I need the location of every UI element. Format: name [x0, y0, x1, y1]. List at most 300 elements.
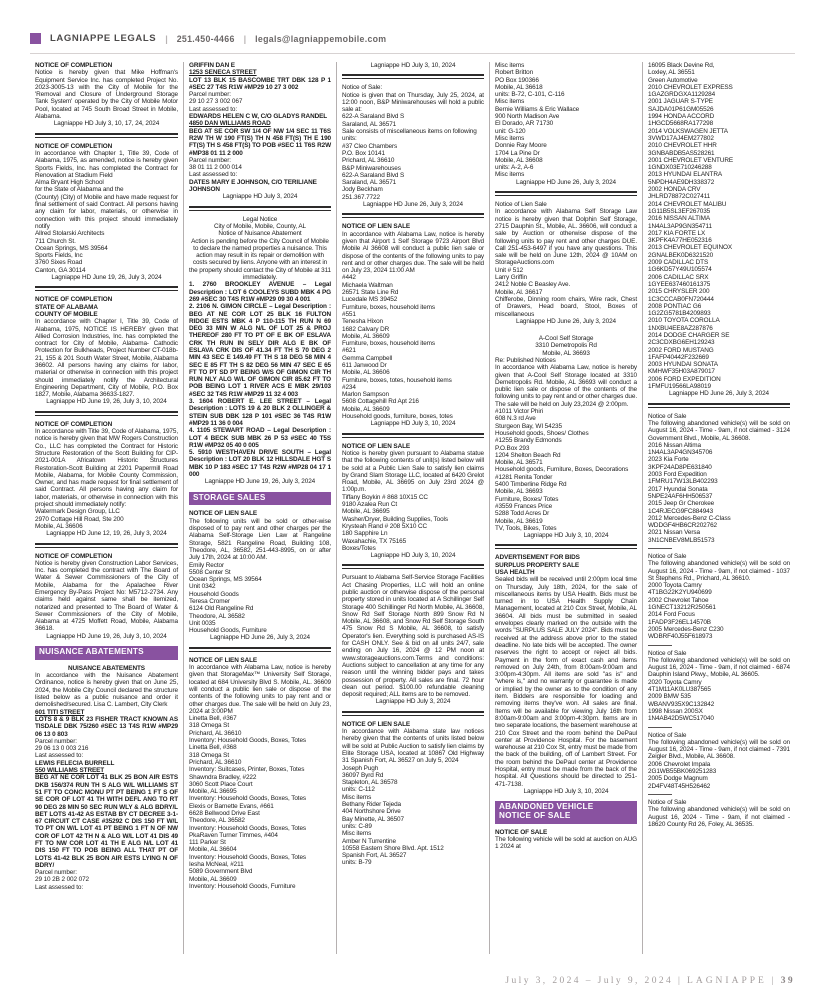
notice-centered-title-text: NUISANCE ABATEMENTS	[68, 664, 145, 672]
notice-line	[648, 650, 790, 657]
notice-line-text: 2016 Nissan Altima	[648, 441, 701, 449]
notice-line-text: Notice of Sale:	[342, 84, 383, 92]
notice-line-text: 1N4AL3AP4GN345706	[648, 449, 713, 457]
folio-separator: |	[771, 976, 776, 986]
notice-paragraph-text: Notice is hereby given Construction Labor Services, Inc. has completed the contract with The Board of Water & Sewer Commissioners of the City of Mobile, Alabama for the Apalachee River Emergency By-Pass Project No: M5712-2734. Any claims held against same shall be itemized, notarized and presented to The Board of Water & Sewer Commissioners of the City of Mobile, Alabama at 4725 Moffett Road, Mobile, Alabama 36618.	[35, 559, 178, 633]
notice-line-text: Green Automotive	[648, 76, 698, 84]
notice-line-text: 3GNBABDB5AS528261	[648, 149, 715, 157]
section-header-text: STORAGE SALES	[193, 492, 266, 502]
notice-paragraph-text: In accordance with Title 39, Code of Alabama, 1975, notice is hereby given that MW Rogers Construction Co., LLC has completed the Contract for Historic Structure Restoration of the Scott Building for CIP-2021-001A Africatown Historic Structures Restoration-Scott Building at 2201 Papermill Road Mobile, Alabama, for Mobile County Commission, Owner, and has made request for final settlement of said Contract. All persons having any claim for labor, materials, or otherwise in connection with this project should immediately notify:	[35, 428, 178, 509]
notice-line-text: Mobile, Al. 36617	[495, 288, 543, 296]
notice-paragraph	[35, 69, 178, 120]
notice-legal-description-text: 2. 2106 N. GIMON CIRCLE – Legal Description : BEG AT NE COR LOT 25 BLK 16 FULTON RIDGE ESTS MBK 4 P 110-115 TH RUN N 69 DEG 33 MIN W ALG N/L OF LOT 25 & PROJ THEREOF 280 FT TO PT OF E BK OF ESLAVA CRK TH RUN IN SELY DIR ALG E BK OF ESLAVA CRK DIS OF 41.34 FT TH S 70 DEG 2 MIN 43 SEC E 149.49 FT TH S 18 DEG 58 MIN 4 SEC E 85 FT TH S 82 DEG 56 MIN 47 SEC E 65 FT TO PT SD PT BEING W/S OF GIMON CIR TH RUN NLY ALG W/L OF GIMON CIR 85.62 FT TO POB BEING LOT 1 RIVER ACS E MBK 29/103 #SEC 32 T4S R1W #MP29 11 32 4 003	[189, 303, 331, 398]
notice-title-text: COUNTY OF MOBILE	[35, 310, 98, 318]
publication-tagline	[35, 530, 178, 540]
notice-line-text: 5089 Government Blvd	[189, 868, 253, 876]
notice-line-text: 2C3CDXBG6EH129243	[648, 339, 715, 347]
notice-divider	[648, 727, 672, 728]
notice-line-text: Linetta Bell, #367	[189, 715, 237, 723]
notice-line-text: 2001 JAGUAR S-TYPE	[648, 98, 713, 106]
notice-line-text: Tiffany Boykin # 868 10X15 CC	[342, 493, 428, 501]
notice-line-text: Parcel number:	[189, 156, 231, 164]
page-folio	[505, 976, 795, 986]
notice-line-text: 6124 Old Rangeline Rd	[189, 605, 254, 613]
notice-line	[495, 408, 637, 532]
notice-paragraph-text: The following abandoned vehicle(s) will be sold on August 16, 2024 - Time - 9am, if not claimed - 1037 St Stephens Rd., Prichard, AL 36610.	[648, 560, 790, 582]
notice-line-text: Watermark Design Group, LLC	[35, 508, 120, 516]
notice-legal-description-text: 5. 5910 WESTHAVEN DRIVE SOUTH – Legal Description : LOT 20 BLK 12 HILLSDALE HGT S MBK 10 P 183 #SEC 17 T4S R2W #MP28 04 17 1 000	[189, 449, 331, 479]
notice-title-text: NOTICE OF COMPLETION	[35, 420, 113, 428]
notice-line	[495, 62, 637, 179]
notice-line	[342, 113, 484, 201]
notice-line-text: 2010 TOYOTA COROLLA	[648, 317, 720, 325]
notice-line	[648, 582, 790, 640]
notice-line	[342, 84, 484, 91]
notice-line-text: 1NXBU4EE8AZ287876	[648, 324, 713, 332]
notice-title-text: ADVERTISEMENT FOR BIDS	[495, 554, 580, 562]
publication-tagline-text: Lagniappe HD July 3, 10, 2024	[370, 552, 456, 560]
notice-line-text: Re: Published Notices	[495, 356, 556, 364]
notice-line-text: 180 Sapphire Ln	[342, 530, 388, 538]
notice-line-text: El Dorado, AR 71730	[495, 120, 554, 128]
notice-paragraph	[35, 672, 178, 708]
notice-line-text: Theodore, AL 36582	[189, 612, 245, 620]
notice-line	[189, 91, 331, 113]
notice-line-text: 2009 CADILLAC DTS	[648, 259, 709, 267]
notice-line-text: units: C-112	[342, 786, 375, 794]
notice-line	[648, 413, 790, 420]
notice-line-text: Mobile, AL 36619	[495, 517, 543, 525]
notice-paragraph	[495, 836, 637, 851]
notice-centered-title	[35, 665, 178, 672]
notice-line	[35, 230, 178, 274]
section-header-text: ABANDONED VEHICLE	[499, 802, 594, 812]
notice-line-text: 2021 Nissan Versa	[648, 529, 700, 537]
notice-line-text: Household Goods	[189, 590, 239, 598]
notice-line-text: Mobile, AL 36609	[342, 405, 390, 413]
notice-separator	[189, 647, 331, 652]
notice-line-text: 2017 Hyundai Sonata	[648, 485, 708, 493]
notice-line-text: Misc items	[342, 830, 372, 838]
publication-tagline-text: Lagniappe HD July 3, 10, 2024	[370, 62, 456, 69]
notice-line-text: 29 06 13 0 003 216	[35, 745, 89, 753]
notice-line-text: 5400 Timberline Ridge Rd	[495, 481, 567, 489]
publication-tagline-text: Lagniappe HD July 3, 2024	[375, 698, 451, 706]
notice-paragraph-text: Sealed bids will be received until 2:00pm local time on Thursday, July 18th, 2024, for the sale of miscellaneous items by USA Health. Bids must be turned in to USA Health Supply Chain Management, located at 210 Cox Street, Mobile, AL 36604. All bids must be submitted in sealed envelopes clearly marked on the outside with the words "SURPLUS SALE JULY 2024". Bids must be received at the address above prior to the stated deadline. No late bids will be accepted. The owner reserves the right to accept or reject all bids. Payment in the form of exact cash and items removed on July 24th, from 8:00am-9:00am and 3:00pm-4:30pm. All items are sold "as is" and "where is," and no warranty or guarantee is made or implied by the owner as to the condition of any item. Bidders are responsible for loading and removing items they've won. All sales are final. Items will be available for viewing July 16th from 8:00am-9:00am and 3:00pm-4:30pm. Items are in two separate locations, the basement warehouse at 210 Cox Street and the room behind the DePaul center at Providence Hospital. For the basement warehouse at 210 Cox St, entry must be made from the back of the building, off of Lambert Street. For the room behind the DePaul center at Providence Hospital, entry must be made from the back of the hospital. All Questions should be directed to 251-471-7138.	[495, 576, 637, 788]
notice-paragraph-text: The following vehicle will be sold at auction on AUG 1 2024 at	[495, 836, 637, 851]
notice-name-line-text: EDWARDS HELEN C W, C/O GLADYS RANDEL	[189, 113, 328, 121]
notice-line-text: #442	[342, 274, 356, 282]
notice-paragraph	[495, 576, 637, 788]
publication-tagline-text: Lagniappe HD July 3, 2024	[222, 193, 298, 201]
notice-line-text: Boxes/Totes	[342, 544, 376, 552]
notice-legal-description	[189, 281, 331, 303]
notice-line-text: Mobile, AL 36609	[189, 875, 237, 883]
notice-separator	[342, 564, 484, 569]
notice-line-text: 1G2ZG5781B4209893	[648, 310, 711, 318]
notice-line-text: 1FMFU19566LA98019	[648, 383, 711, 391]
notice-paragraph-text: (County) (City) of Mobile and have made request for final settlement of said Contract. All persons having any claim for labor, materials, or otherwise in connection with this project should immediately notify	[35, 193, 178, 230]
notice-line-text: 2412 Noble C Beasley Ave.	[495, 281, 571, 289]
notice-line-text: Notice of Sale	[648, 798, 687, 806]
notice-line-text: 3KPFK4A77HE052316	[648, 237, 712, 245]
notice-line-text: 4T1M11AK0LU387565	[648, 686, 711, 694]
notice-line-text: KMHWF35H03A879017	[648, 368, 715, 376]
notice-title	[189, 657, 331, 664]
notice-line-text: 2001 CHEVROLET VENTURE	[648, 156, 734, 164]
notice-line	[35, 179, 178, 194]
notice-line-text: WDDGF4HB6CR202762	[648, 522, 717, 530]
publication-tagline	[35, 120, 178, 130]
notice-line-text: 608 N.3 rd Ave	[495, 415, 536, 423]
notice-title	[35, 62, 178, 69]
notice-paragraph	[342, 574, 484, 698]
notice-line-text: Prichard, AL 36610	[189, 758, 242, 766]
notice-line-text: #3559 Frances Price	[495, 502, 553, 510]
notice-line-text: Mobile, AL 36609	[342, 332, 390, 340]
notice-line-text: Shawndra Bradley, #222	[189, 773, 257, 781]
notice-title-text: SURPLUS PROPERTY SALE	[495, 561, 580, 569]
publication-tagline-text: Lagniappe HD July 3, 10, 17, 24, 2024	[53, 120, 160, 128]
notice-line-text: Household goods, Furniture, Boxes, Decorations	[495, 466, 629, 474]
notice-line-text: Elexis or Barnette Evans, #661	[189, 802, 274, 810]
notice-separator	[342, 433, 484, 438]
legals-columns	[30, 62, 795, 954]
notice-line-text: 2970 Cottage Hill Road, Ste 200	[35, 515, 124, 523]
notice-title-text: NOTICE OF COMPLETION	[35, 296, 113, 304]
notice-paragraph	[495, 208, 637, 266]
notice-line-text: Mobile, AL 36695	[342, 508, 390, 516]
notice-line-text: 1FAFP40442F232669	[648, 353, 709, 361]
notice-line-text: 404 Northshore Drive	[342, 808, 401, 816]
notice-line-text: Donnie Ray Moore	[495, 142, 547, 150]
notice-line-text: WBANV935X9C132842	[648, 700, 715, 708]
notice-line-text: 4T1BG22K2YU940699	[648, 589, 712, 597]
notice-line-text: 3N1CNBEV8MLB51573	[648, 536, 715, 544]
notice-line-text: WDBRF40J55F618973	[648, 633, 713, 641]
notice-line-text: 5608 Cottagehill Rd Apt 216	[342, 398, 419, 406]
notice-line-text: Bethany Rider Tejeda	[342, 801, 401, 809]
notice-legal-description-text: 3. 1604 ROBERT E. LEE STREET – Legal Description : LOTS 19 & 20 BLK 2 OLLINGER & STEIN SUB DBK 128 P 101 #SEC 36 T4S R1W #MP29 11 36 0 004	[189, 398, 331, 427]
publication-tagline-text: Lagniappe HD June 19, 26, July 3, 2024	[204, 478, 316, 486]
notice-paragraph	[648, 560, 790, 582]
notice-line-text: Sale consists of miscellaneous items on following units:	[342, 128, 477, 143]
notice-legal-description	[189, 398, 331, 427]
notice-line-text: 1GNECT13212R250561	[648, 604, 716, 612]
masthead-phone[interactable]: 251.450-4466	[176, 33, 235, 44]
notice-line-text: Mobile, AL 36618	[495, 83, 543, 91]
notice-paragraph-text: Notice is hereby given that Mike Hoffman's Equipment Service Inc. has completed Project No. 2023-3005-13 with the City of Mobile for the 'Removal and Closure of Underground Storage Tank System' operated by the City of Mobile Motor Pool, located at 745 South Broad Street in Mobile, Alabama.	[35, 69, 178, 121]
notice-line-text: Notice of Sale	[648, 412, 687, 420]
masthead-email[interactable]: legals@lagniappemobile.com	[255, 33, 387, 44]
notice-line-text: Misc items	[495, 171, 525, 179]
notice-line-text: Unit # 512	[495, 266, 524, 274]
notice-line-text: 1704 La Pine Dr	[495, 149, 540, 157]
notice-line-text: Parcel number:	[35, 737, 77, 745]
notice-divider	[648, 794, 672, 795]
notice-line-text: Misc items	[495, 98, 525, 106]
notice-line-text: 5288 Todd Acres Dr	[495, 510, 550, 518]
notice-separator	[35, 133, 178, 138]
notice-paragraph-text: Notice is hereby given pursuant to Alabama statue that the following contents of unit(s) listed below will be sold at a Public Lien Sale to satisfy lien claims by Grand Slam Storage LLC, located at 6420 Grelot Road, Mobile, AL 36695 on July 23rd 2024 @ 1:00p.m.	[342, 449, 484, 494]
notice-line-text: Mobile, AL 36606	[342, 369, 390, 377]
notice-title	[35, 553, 178, 560]
publication-tagline	[35, 398, 178, 408]
publication-tagline-text: Lagniappe HD June 19, 26, July 3, 10, 2024	[46, 398, 167, 406]
notice-address-underlined-text: 4850 DAN WILLIAMS ROAD	[189, 120, 271, 128]
notice-line-text: 1FMRU17W13LB402293	[648, 478, 718, 486]
notice-line-text: 5NPE24AF6HH506537	[648, 492, 713, 500]
section-header	[35, 646, 178, 660]
notice-line-text: Spanish Fort, AL 36527	[342, 852, 407, 860]
notice-paragraph	[648, 806, 790, 828]
notice-line-text: 2002 Chevrolet Tahoe	[648, 596, 709, 604]
notice-line-text: Last assessed to:	[35, 883, 84, 891]
publication-tagline	[342, 201, 484, 211]
notice-line-text: 2002 FORD MUSTANG	[648, 346, 714, 354]
notice-line	[648, 679, 790, 723]
notice-address-underlined-text: 1253 SENECA STREET	[189, 69, 257, 77]
notice-line-text: Robert Britton	[495, 69, 534, 77]
notice-title	[342, 443, 484, 450]
notice-line-text: #37 Cleo Chambers	[342, 142, 398, 150]
notice-line-text: 9180 Azalea Run Ct	[342, 501, 398, 509]
notice-centered-text-text: Action is pending before the City Council of Mobile to declare the named properties a nuisance. This action may result in its repair or demolition with costs secured by liens. Anyone with an interest in the property should contact the City of Mobile at 311 immediately.	[189, 237, 332, 282]
notice-paragraph-text: The following units will be sold or other-wise disposed of to pay rent and other charges per the Alabama Self-Storage Lien Law at Rangeline Storage, 5821 Rangeline Road, Building 108, Theodore, AL, 36582, 251-443-8995, on or after July 17th, 2024 at 10:00 AM.	[189, 517, 331, 562]
notice-separator	[35, 543, 178, 548]
notice-title-text: NOTICE OF COMPLETION	[35, 142, 113, 150]
news-column-4	[489, 62, 642, 954]
notice-separator	[342, 213, 484, 218]
notice-line-text: Emily Rector	[189, 561, 225, 569]
notice-paragraph-text: Pursuant to Alabama Self-Service Storage Facilities Act Chasing Properties, LLC will hold an online public auction or otherwise dispose of the personal property stored in units located at A Schillinger Self Storage 400 Schillinger Rd North Mobile, AL 36608, Snow Rd Self Storage North 899 Snow Rd N Mobile, AL 36608, and Snow Rd Self Storage South 475 Snow Rd S Mobile, AL 36608, to satisfy Operator's lien. Everything sold is purchased AS-IS for CASH ONLY. See & bid on all units 24/7, sale ending on July 16, 2024 @ 12 PM noon at www.storageauctions.com.Terms and conditions: Auctions subject to cancellation at any time for any reason until the winning bidder pays and takes possession of property. All sales are final. 72 hour clean out period. $100.00 refundable cleaning deposit required; ALL items are to be removed.	[342, 574, 484, 699]
notice-line-text: 251.367.7722	[342, 193, 380, 201]
notice-separator	[342, 711, 484, 716]
notice-line-text: 711 Church St.	[35, 237, 76, 245]
notice-line-text: 1HGCD5668RA177298	[648, 120, 714, 128]
notice-line-text: Lucedale MS 39452	[342, 296, 398, 304]
notice-line-text: Michaela Waltman	[342, 281, 393, 289]
notice-line-text: 5NPDH4AE9DH338372	[648, 178, 715, 186]
notice-paragraph-text: In accordance with Alabama Law, notice is hereby given that A-Cool Self Storage located at 3310 Demetropolis Rd. Mobile, AL 36693 will conduct a public lien sale or dispose of the contents of the following units to pay rent and or other charges due. The sale will be held on July 23,2024 @ 2:00pm.	[495, 364, 637, 408]
folio-paper-name: LAGNIAPPE	[687, 976, 767, 986]
notice-line-text: Misc items	[342, 793, 372, 801]
notice-line-text: 3060 Scott Place Court	[189, 780, 253, 788]
notice-paragraph-text: The following abandoned vehicle(s) will be sold on August 16, 2024 - Time - 9am, if not claimed - 3124 Government Blvd., Mobile, AL 36608.	[648, 419, 790, 442]
notice-line-text: #1255 Brandy Edmonds	[495, 437, 562, 445]
publication-tagline-text: Lagniappe HD July 3, 10, 2024	[523, 532, 609, 540]
notice-line	[342, 274, 484, 420]
notice-line-text: 2013 CHEVROLET EQUINOX	[648, 244, 732, 252]
notice-name-line	[189, 113, 331, 120]
notice-line-text: Notice of Sale	[648, 649, 687, 657]
notice-paragraph	[648, 657, 790, 679]
notice-line	[648, 62, 790, 390]
notice-line-text: 2015 CHRYSLER 200	[648, 288, 710, 296]
notice-line-text: Marlon Sampson	[342, 391, 389, 399]
notice-title-text: STATE OF ALABAMA	[35, 303, 98, 311]
publication-tagline-text: Lagniappe HD June 26, July 3, 2024	[363, 201, 463, 209]
brand-square-icon	[30, 33, 41, 44]
notice-paragraph	[648, 420, 790, 442]
notice-title-text: NOTICE OF SALE	[495, 828, 548, 836]
notice-title-text: NOTICE OF LIEN SALE	[189, 510, 258, 518]
notice-legal-description-text: 1. 2760 BROOKLEY AVENUE – Legal Description : LOT 6 COOLEYS SUBD MBK 4 PG 269 #SEC 30 T4S R1W #MP29 09 30 4 001	[189, 281, 331, 303]
notice-separator	[342, 74, 484, 79]
notice-line-text: Household Goods, Furniture	[189, 627, 267, 635]
notice-paragraph-text: The following abandoned vehicle(s) will be sold on August 16, 2024 - Time - 9am, if not claimed - 18620 County Rd 26, Foley, AL 36535.	[648, 806, 790, 828]
notice-line-text: Notice of Sale	[648, 553, 687, 560]
publication-tagline-text: Lagniappe HD June 26, July 3, 2024	[516, 317, 616, 325]
notice-line-text: Linetta Bell, #368	[189, 744, 237, 752]
notice-centered-text	[495, 335, 637, 357]
publication-tagline-text: Lagniappe HD June 19, 26, July 3, 10, 2024	[46, 632, 167, 640]
notice-line-text: 2003 Ford Expedition	[648, 471, 707, 479]
notice-line-text: Last assessed to:	[189, 171, 238, 179]
notice-paragraph	[648, 739, 790, 761]
notice-line-text: 2014 DODGE CHARGER SE	[648, 331, 730, 339]
news-column-5	[642, 62, 795, 954]
notice-paragraph	[342, 450, 484, 494]
notice-name-line-text: GRIFFIN DAN E	[189, 62, 235, 69]
notice-name-line-text: DATES MARY E JOHNSON, C/O TERILIANE JOHNSON	[189, 178, 317, 194]
notice-line-text: 1N4AL3AP9GN354711	[648, 222, 712, 230]
section-header	[189, 492, 331, 506]
notice-line-text: 2000 Toyota Camry	[648, 582, 702, 590]
notice-line-text: P.O.Box 293	[495, 444, 530, 452]
notice-line-text: 2003 HYUNDAI SONATA	[648, 361, 718, 369]
notice-line-text: Inventory: Suitcases, Printer, Boxes, Totes	[189, 766, 305, 774]
news-column-1	[30, 62, 183, 954]
notice-line-text: Sports Fields, Inc	[35, 252, 83, 260]
publication-tagline	[189, 193, 331, 203]
notice-line-text: 2013 HYUNDAI ELANTRA	[648, 171, 723, 179]
notice-line-text: 2017 KIA FORTE LX	[648, 229, 706, 237]
notice-line-text: Bernie Williams & Eric Wallace	[495, 105, 580, 113]
notice-line-text: units: C-89	[342, 822, 372, 830]
notice-line-text: 1C3CCCAB0FN720444	[648, 295, 714, 303]
notice-title-text: NOTICE OF LIEN SALE	[342, 720, 411, 728]
section-header	[495, 801, 637, 824]
notice-line-text: units: A-2, A-6	[495, 164, 534, 172]
notice-paragraph-text: Chifferobe, Dinning room chairs, Wire rack, Chest of Drawers, Head board, Stool, Boxes of miscellaneous	[495, 295, 637, 318]
notice-line-text: 2014 VOLKSWAGEN JETTA	[648, 127, 728, 135]
publication-tagline-text: Lagniappe HD July 3, 10, 2024	[370, 420, 456, 428]
notice-centered-text	[189, 238, 331, 282]
notice-line-text: Waxahachie, TX 75165	[342, 537, 407, 545]
notice-line-text: 1998 Nissan 200SX	[648, 707, 703, 715]
notice-line-text: 36097 Byrd Rd	[342, 771, 384, 779]
notice-paragraph	[189, 664, 331, 715]
notice-line	[342, 765, 484, 867]
notice-line-text: Parcel number:	[35, 869, 77, 877]
publication-tagline	[189, 478, 331, 488]
notice-legal-description-text: LOT 13 BLK 15 BASCOMBE TRT DBK 128 P 1 #SEC 27 T4S R1W #MP29 10 27 3 002	[189, 76, 331, 91]
notice-legal-description	[35, 716, 178, 738]
notice-line	[495, 357, 637, 364]
notice-line-text: 5508 Center St	[189, 568, 231, 576]
notice-paragraph	[35, 428, 178, 508]
notice-line-text: Allred Stolarski Architects	[35, 230, 105, 238]
notice-line-text: 318 Omega St	[189, 751, 230, 759]
notice-title-text: NOTICE OF LIEN SALE	[189, 656, 258, 664]
notice-line-text: Furniture, boxes, household items	[342, 340, 435, 348]
notice-line-text: 1204 Shelton Beach Rd	[495, 451, 561, 459]
notice-paragraph-text: In accordance with the Nuisance Abatement Ordinance, notice is hereby given that on June 25, 2024, the Mobile City Council declared the structure listed below as a public nuisance and order it demolished/secured. Lisa C. Lambert, City Clerk	[35, 672, 178, 709]
notice-title	[495, 829, 637, 836]
notice-line	[648, 732, 790, 739]
notice-line-text: Saraland, AL 36571	[342, 179, 397, 187]
notice-line	[495, 201, 637, 208]
notice-address-underlined	[35, 709, 178, 716]
publication-tagline-text: Lagniappe HD June 26, July 3, 2024	[516, 178, 616, 186]
notice-line-text: units: B-79	[342, 859, 372, 867]
notice-paragraph-text: Notice is given that on Thursday, July 25, 2024, at 12:00 noon, B&P Miniwarehouses will hold a public sale at:	[342, 91, 484, 114]
notice-line-text: units: B-72, C-101, C-116	[495, 91, 565, 99]
notice-line-text: 1C4RJECG9FC884943	[648, 507, 714, 515]
notice-line-text: Parcel number:	[189, 91, 231, 99]
notice-title	[35, 296, 178, 318]
publication-tagline-text: Lagniappe HD July 3, 10, 2024	[523, 787, 609, 795]
notice-line-text: 2006 FORD EXPEDITION	[648, 375, 721, 383]
notice-line-text: 2010 CHEVROLET EXPRESS	[648, 83, 733, 91]
notice-line-text: 2010 CHEVROLET HHR	[648, 142, 717, 150]
notice-legal-description	[189, 427, 331, 449]
publication-tagline	[495, 788, 637, 798]
notice-paragraph	[495, 296, 637, 318]
notice-line-text: 900 North Madison Ave	[495, 113, 560, 121]
notice-paragraph	[35, 560, 178, 633]
notice-line-text: Prichard, AL 36610	[342, 157, 395, 165]
notice-line-text: Prichard, AL 36610	[189, 729, 242, 737]
notice-line-text: 1G11B5SL3EF267035	[648, 207, 711, 215]
notice-line-text: 2G1WB55BK069251283	[648, 768, 717, 776]
notice-line-text: #1281 Renita Tonder	[495, 473, 553, 481]
notice-paragraph	[342, 92, 484, 114]
notice-address-underlined	[35, 767, 178, 774]
notice-legal-description	[189, 303, 331, 398]
masthead	[30, 33, 795, 54]
notice-paragraph-text: In accordance with Alabama Law, notice is hereby given that Airport 1 Self Storage 9723 Airport Blvd Mobile Al 36608 will conduct a public lien sale or dispose of the contents of the following units to pay rent and or other charges due. The sale will be held on July 23, 2024 11:00 AM	[342, 230, 484, 275]
notice-legal-description-text: BEG AT SE COR SW 1/4 OF NW 1/4 SEC 11 T6S R2W TH W 190 FT(S) TH N 458 FT(S) TH E 190 FT(S) TH S 458 FT(S) TO POB #SEC 11 T6S R2W #MP38 01 11 2 000	[189, 127, 331, 157]
notice-line-text: 1682 Calvary DR	[342, 325, 390, 333]
notice-line-text: SAJDA01P61GM05526	[648, 105, 714, 113]
notice-legal-description	[189, 77, 331, 92]
notice-line	[35, 738, 178, 760]
notice-line-text: for the State of Alabama and the	[35, 186, 124, 194]
notice-line-text: Mobile, AL 36693	[495, 488, 543, 496]
notice-line-text: 2023 Kia Forte	[648, 456, 689, 464]
notice-line	[35, 508, 178, 530]
notice-paragraph	[35, 150, 178, 179]
news-column-2	[183, 62, 336, 954]
notice-line-text: Misc items	[495, 62, 525, 69]
notice-line	[342, 494, 484, 552]
notice-line-text: 318 Omega St	[189, 722, 230, 730]
notice-title	[35, 421, 178, 428]
publication-tagline	[342, 420, 484, 430]
notice-line-text: Furniture, Boxes/ Totes	[495, 495, 559, 503]
notice-line-text: 2006 CADILLAC SRX	[648, 273, 709, 281]
notice-title-text: NOTICE OF COMPLETION	[35, 552, 113, 560]
notice-line-text: 2D4FV48T45H526462	[648, 782, 711, 790]
notice-line-text: Mobile, AL 36608	[495, 156, 543, 164]
notice-centered-text-text: Notice of Nuisance Abatement	[218, 230, 302, 238]
notice-line-text: Misc items	[495, 134, 525, 142]
masthead-separator: |	[243, 33, 247, 44]
notice-line-text: Furniture, boxes, totes, household items	[342, 376, 452, 384]
notice-line-text: 1GYEE637460161375	[648, 280, 711, 288]
